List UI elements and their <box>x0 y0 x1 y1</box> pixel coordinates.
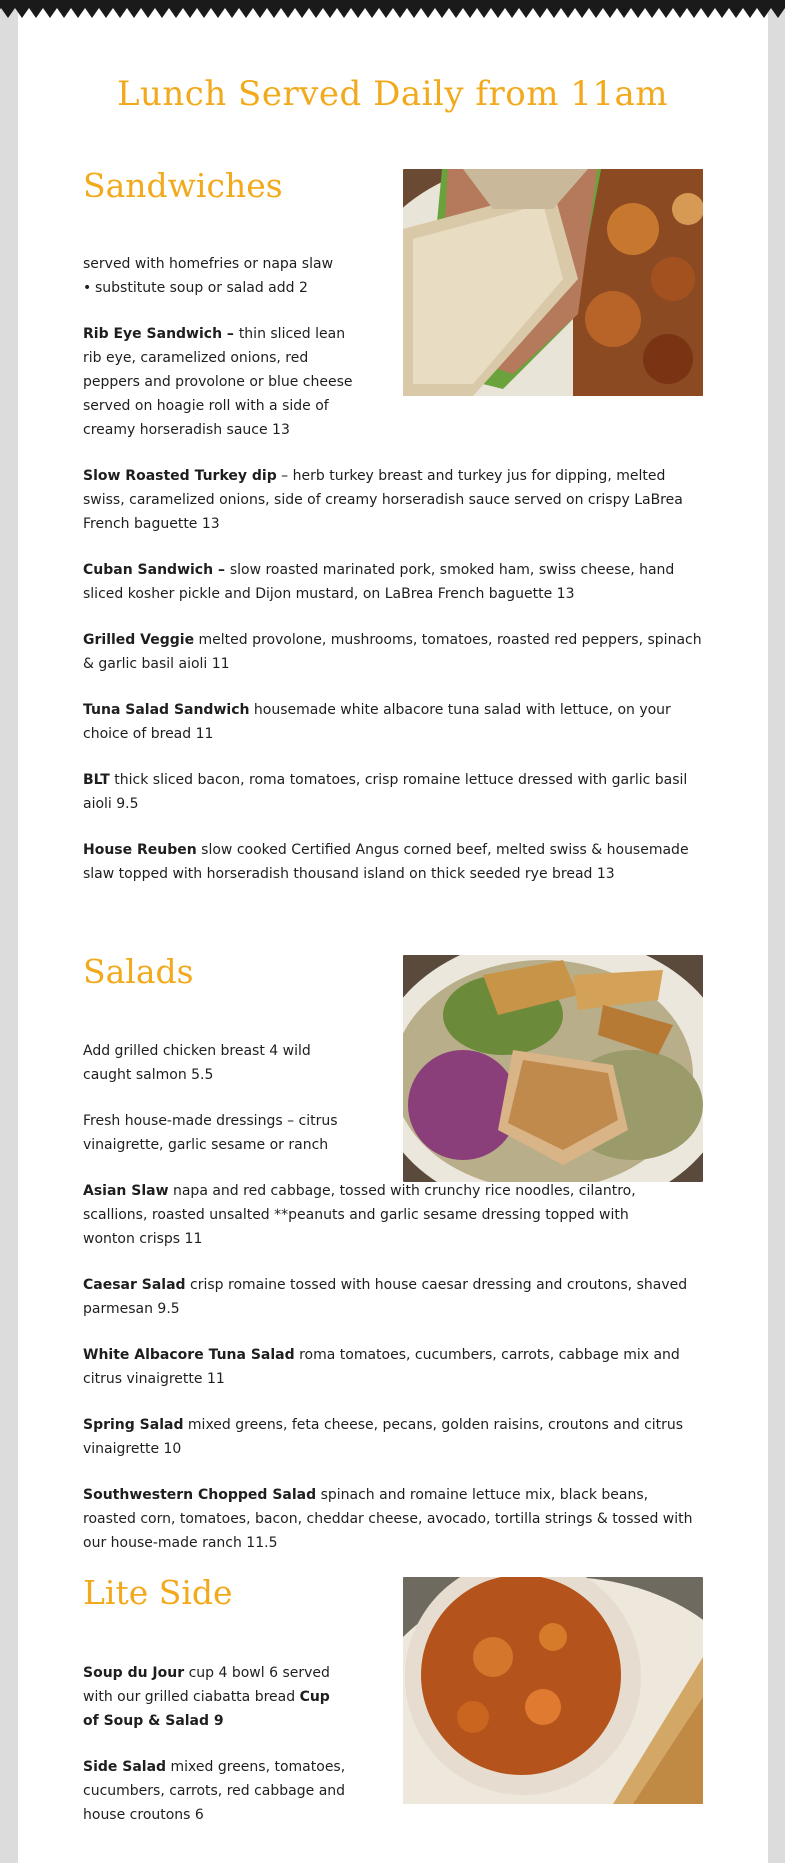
item-name: White Albacore Tuna Salad <box>83 1347 295 1363</box>
item-name: BLT <box>83 772 110 788</box>
item-desc: housemade white albacore tuna salad with lettuce, on your choice of bread 11 <box>83 702 671 742</box>
item-name: Cuban Sandwich – <box>83 562 230 578</box>
page-title: Lunch Served Daily from 11am <box>116 74 669 114</box>
menu-item <box>83 1343 701 1391</box>
item-name: Side Salad <box>83 1759 167 1775</box>
item-desc: thick sliced bacon, roma tomatoes, crisp romaine lettuce dressed with garlic basil aioli 9.5 <box>83 772 688 812</box>
item-desc: – herb turkey breast and turkey jus for dipping, melted swiss, caramelized onions, side of creamy horseradish sauce served on crispy LaBrea French baguette 13 <box>83 468 683 532</box>
menu-item <box>83 1273 701 1321</box>
menu-item <box>83 628 708 676</box>
salads-addons: Add grilled chicken breast 4 wild caught salmon 5.5 <box>83 1043 311 1083</box>
item-desc: slow cooked Certified Angus corned beef, melted swiss & housemade slaw topped with horseradish thousand island on thick seeded rye bread 13 <box>83 842 689 882</box>
item-desc: melted provolone, mushrooms, tomatoes, roasted red peppers, spinach & garlic basil aioli 11 <box>83 632 702 672</box>
item-extra: Cup of Soup & Salad 9 <box>83 1689 330 1729</box>
item-name: Asian Slaw <box>83 1183 169 1199</box>
sandwiches-intro: served with homefries or napa slaw <box>83 256 334 272</box>
menu-item <box>83 1179 683 1251</box>
item-name: Southwestern Chopped Salad <box>83 1487 317 1503</box>
zigzag-top-border <box>0 0 785 18</box>
menu-item <box>83 322 355 442</box>
soup-photo <box>403 1577 703 1804</box>
item-desc: spinach and romaine lettuce mix, black beans, roasted corn, tomatoes, bacon, cheddar cheese, avocado, tortilla strings & tossed with our house-made ranch 11.5 <box>83 1487 693 1551</box>
sandwich-photo <box>403 169 703 396</box>
menu-item <box>83 1413 701 1461</box>
bullet-icon: • <box>83 280 92 296</box>
item-desc: roma tomatoes, cucumbers, carrots, cabbage mix and citrus vinaigrette 11 <box>83 1347 680 1387</box>
sandwiches-heading: Sandwiches <box>83 166 283 205</box>
item-name: Spring Salad <box>83 1417 184 1433</box>
menu-item <box>83 698 708 746</box>
menu-item <box>83 1755 353 1827</box>
item-name: Caesar Salad <box>83 1277 186 1293</box>
salads-dressings: Fresh house-made dressings – citrus vinaigrette, garlic sesame or ranch <box>83 1113 338 1153</box>
menu-item <box>83 1661 348 1733</box>
menu-item <box>83 768 708 816</box>
item-desc: mixed greens, tomatoes, cucumbers, carrots, red cabbage and house croutons 6 <box>83 1759 346 1823</box>
sandwiches-note <box>83 276 308 300</box>
salad-photo <box>403 955 703 1182</box>
item-desc: crisp romaine tossed with house caesar dressing and croutons, shaved parmesan 9.5 <box>83 1277 688 1317</box>
item-name: Tuna Salad Sandwich <box>83 702 250 718</box>
item-name: Slow Roasted Turkey dip <box>83 468 277 484</box>
item-desc: slow roasted marinated pork, smoked ham, swiss cheese, hand sliced kosher pickle and Dijon mustard, on LaBrea French baguette 13 <box>83 562 675 602</box>
item-name: House Reuben <box>83 842 197 858</box>
item-desc: thin sliced lean rib eye, caramelized onions, red peppers and provolone or blue cheese served on hoagie roll with a side of creamy horseradish sauce 13 <box>83 326 353 438</box>
menu-item <box>83 1483 701 1555</box>
item-name: Soup du Jour <box>83 1665 185 1681</box>
salads-heading: Salads <box>83 952 194 991</box>
item-name: Rib Eye Sandwich – <box>83 326 239 342</box>
lite-side-heading: Lite Side <box>83 1573 233 1612</box>
menu-item <box>83 838 701 886</box>
item-desc: mixed greens, feta cheese, pecans, golden raisins, croutons and citrus vinaigrette 10 <box>83 1417 684 1457</box>
item-desc: napa and red cabbage, tossed with crunchy rice noodles, cilantro, scallions, roasted unsalted **peanuts and garlic sesame dressing topped with wonton crisps 11 <box>83 1183 636 1247</box>
menu-item <box>83 464 701 536</box>
sandwiches-note-text: substitute soup or salad add 2 <box>95 280 308 296</box>
item-name: Grilled Veggie <box>83 632 195 648</box>
item-desc: cup 4 bowl 6 served with our grilled ciabatta bread <box>83 1665 330 1705</box>
menu-item <box>83 558 708 606</box>
